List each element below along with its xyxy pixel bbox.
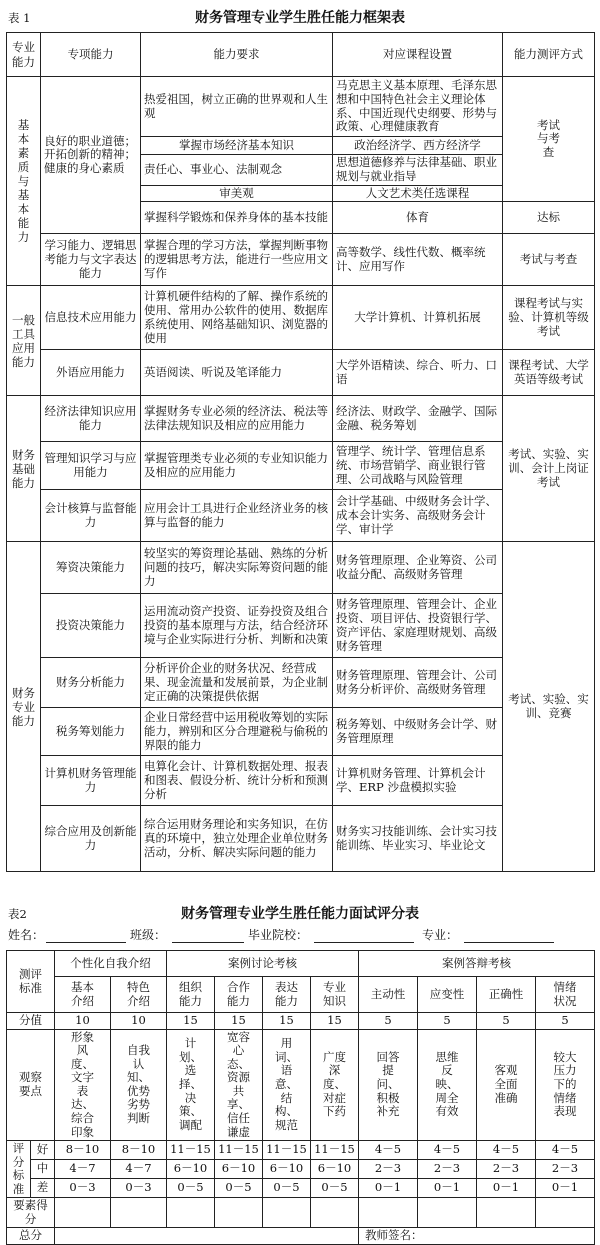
course-cell: 体育	[333, 202, 503, 234]
req-cell: 计算机硬件结构的了解、操作系统的使用、常用办公软件的使用、数据库系统使用、网络基础知识、浏览器的使用	[141, 286, 333, 350]
table-row	[7, 286, 595, 350]
course-cell: 政治经济学、西方经济学	[333, 137, 503, 155]
score-value: 15	[215, 1013, 263, 1030]
score-label: 分值	[7, 1013, 55, 1030]
eval-cell: 课程考试、大学英语等级考试	[503, 350, 595, 396]
score-value: 15	[311, 1013, 359, 1030]
grade-poor: 差	[31, 1179, 55, 1198]
skill-cell: 会计核算与监督能力	[41, 490, 141, 542]
poor-value: 0－1	[418, 1179, 477, 1198]
good-value: 11－15	[263, 1141, 311, 1160]
group-tool: 一般工具应用能力	[7, 286, 41, 396]
course-cell: 财务实习技能训练、会计实习技能训练、毕业实习、毕业论文	[333, 806, 503, 872]
table1-header-row	[7, 33, 595, 77]
good-value: 4－5	[359, 1141, 418, 1160]
mid-value: 2－3	[536, 1160, 595, 1179]
sub-header: 合作能力	[215, 977, 263, 1013]
table2-score-row	[7, 1013, 595, 1030]
skill-cell: 外语应用能力	[41, 350, 141, 396]
skill-cell: 税务筹划能力	[41, 708, 141, 756]
sub-header: 专业知识	[311, 977, 359, 1013]
score-value: 10	[55, 1013, 111, 1030]
course-cell: 经济法、财政学、金融学、国际金融、税务筹划	[333, 396, 503, 442]
header-major-ability: 专业能力	[7, 33, 41, 77]
course-cell: 大学计算机、计算机拓展	[333, 286, 503, 350]
element-score-cell[interactable]	[418, 1198, 477, 1228]
table-row	[7, 77, 595, 137]
course-cell: 管理学、统计学、管理信息系统、市场营销学、商业银行管理、公司战略与风险管理	[333, 442, 503, 490]
course-cell: 思想道德修养与法律基础、职业规划与就业指导	[333, 155, 503, 186]
obs-cell: 计划、选择、决策、调配	[167, 1029, 215, 1141]
poor-value: 0－1	[477, 1179, 536, 1198]
req-cell: 掌握科学锻炼和保养身体的基本技能	[141, 202, 333, 234]
element-score-cell[interactable]	[111, 1198, 167, 1228]
poor-value: 0－5	[167, 1179, 215, 1198]
table-row	[7, 396, 595, 442]
obs-cell: 广度深度、对症下药	[311, 1029, 359, 1141]
element-score-label: 要素得分	[7, 1198, 55, 1228]
good-value: 4－5	[418, 1141, 477, 1160]
element-score-cell[interactable]	[359, 1198, 418, 1228]
req-cell: 责任心、事业心、法制观念	[141, 155, 333, 186]
obs-cell: 思维反映、周全有效	[418, 1029, 477, 1141]
header-requirement: 能力要求	[141, 33, 333, 77]
skill-moral: 良好的职业道德；开拓创新的精神；健康的身心素质	[41, 77, 141, 234]
table2-poor-row	[7, 1179, 595, 1198]
course-cell: 会计学基础、中级财务会计学、成本会计实务、高级财务会计学、审计学	[333, 490, 503, 542]
table2-obs-row	[7, 1029, 595, 1141]
score-value: 5	[477, 1013, 536, 1030]
name-label: 姓名：	[8, 928, 45, 942]
mid-value: 2－3	[477, 1160, 536, 1179]
good-value: 11－15	[311, 1141, 359, 1160]
table2-element-row	[7, 1198, 595, 1228]
group-finance-basic: 财务基础能力	[7, 396, 41, 542]
good-value: 4－5	[536, 1141, 595, 1160]
teacher-signature-cell[interactable]	[359, 1228, 595, 1245]
course-cell: 马克思主义基本原理、毛泽东思想和中国特色社会主义理论体系、中国近现代史纲要、形势与政策、心理健康教育	[333, 77, 503, 137]
obs-cell: 宽容心态、资源共享、信任谦虚	[215, 1029, 263, 1141]
good-value: 4－5	[477, 1141, 536, 1160]
table2-mid-row	[7, 1160, 595, 1179]
major-blank[interactable]	[464, 942, 554, 943]
skill-cell: 财务分析能力	[41, 658, 141, 708]
score-value: 10	[111, 1013, 167, 1030]
element-score-cell[interactable]	[477, 1198, 536, 1228]
header-evaluation: 能力测评方式	[503, 33, 595, 77]
course-cell: 高等数学、线性代数、概率统计、应用写作	[333, 234, 503, 286]
grade-good: 好	[31, 1141, 55, 1160]
score-value: 15	[167, 1013, 215, 1030]
class-blank[interactable]	[172, 942, 244, 943]
mid-value: 6－10	[215, 1160, 263, 1179]
req-cell: 运用流动资产投资、证券投资及组合投资的基本原理与方法，结合经济环境与企业实际进行分析、判断和决策	[141, 594, 333, 658]
good-value: 11－15	[167, 1141, 215, 1160]
score-value: 15	[263, 1013, 311, 1030]
sub-header: 基本介绍	[55, 977, 111, 1013]
score-value: 5	[359, 1013, 418, 1030]
good-value: 11－15	[215, 1141, 263, 1160]
skill-cell: 信息技术应用能力	[41, 286, 141, 350]
sub-header: 主动性	[359, 977, 418, 1013]
course-cell: 计算机财务管理、计算机会计学、ERP 沙盘模拟实验	[333, 756, 503, 806]
poor-value: 0－5	[311, 1179, 359, 1198]
good-value: 8－10	[111, 1141, 167, 1160]
total-score-cell[interactable]	[55, 1228, 359, 1245]
table-row	[7, 234, 595, 286]
eval-cell: 达标	[503, 202, 595, 234]
course-cell: 财务管理原理、企业筹资、公司收益分配、高级财务管理	[333, 542, 503, 594]
section-case: 案例讨论考核	[167, 951, 359, 977]
obs-label: 观察要点	[7, 1029, 55, 1141]
table2-total-row	[7, 1228, 595, 1245]
eval-cell: 考试与考查	[503, 77, 595, 202]
major-label: 专业：	[422, 928, 459, 942]
skill-cell: 学习能力、逻辑思考能力与文字表达能力	[41, 234, 141, 286]
course-cell: 财务管理原理、管理会计、公司财务分析评价、高级财务管理	[333, 658, 503, 708]
req-cell: 掌握财务专业必须的经济法、税法等法律法规知识及相应的应用能力	[141, 396, 333, 442]
group-basic: 基本素质与基本能力	[7, 77, 41, 286]
score-value: 5	[536, 1013, 595, 1030]
table2-title: 财务管理专业学生胜任能力面试评分表	[181, 906, 419, 922]
course-cell: 大学外语精读、综合、听力、口语	[333, 350, 503, 396]
table-row	[7, 350, 595, 396]
req-cell: 审美观	[141, 185, 333, 202]
skill-cell: 管理知识学习与应用能力	[41, 442, 141, 490]
mid-value: 6－10	[263, 1160, 311, 1179]
table2-sub-row	[7, 977, 595, 1013]
grade-mid: 中	[31, 1160, 55, 1179]
obs-cell: 用词、语意、结构、规范	[263, 1029, 311, 1141]
eval-cell: 考试、实验、实训、会计上岗证考试	[503, 396, 595, 542]
eval-cell: 考试、实验、实训、竞赛	[503, 542, 595, 872]
poor-value: 0－5	[215, 1179, 263, 1198]
skill-cell: 筹资决策能力	[41, 542, 141, 594]
course-cell: 人文艺术类任选课程	[333, 185, 503, 202]
total-label: 总分	[7, 1228, 55, 1245]
obs-cell: 较大压力下的情绪表现	[536, 1029, 595, 1141]
criteria-label: 测评标准	[7, 951, 55, 1013]
mid-value: 4－7	[55, 1160, 111, 1179]
poor-value: 0－5	[263, 1179, 311, 1198]
poor-value: 0－3	[111, 1179, 167, 1198]
req-cell: 掌握管理类专业必须的专业知识能力及相应的应用能力	[141, 442, 333, 490]
interview-score-table	[6, 950, 595, 1245]
req-cell: 掌握合理的学习方法，掌握判断事物的逻辑思考方法，能进行一些应用文写作	[141, 234, 333, 286]
req-cell: 分析评价企业的财务状况、经营成果、现金流量和发展前景，为企业制定正确的决策提供依据	[141, 658, 333, 708]
req-cell: 应用会计工具进行企业经济业务的核算与监督的能力	[141, 490, 333, 542]
score-value: 5	[418, 1013, 477, 1030]
poor-value: 0－1	[359, 1179, 418, 1198]
req-cell: 较坚实的筹资理论基础、熟练的分析问题的技巧，解决实际筹资问题的能力	[141, 542, 333, 594]
name-blank[interactable]	[46, 942, 126, 943]
section-debate: 案例答辩考核	[359, 951, 595, 977]
skill-cell: 综合应用及创新能力	[41, 806, 141, 872]
grade-label: 评分标准	[7, 1141, 31, 1198]
mid-value: 6－10	[311, 1160, 359, 1179]
mid-value: 2－3	[359, 1160, 418, 1179]
table1-caption: 表 1	[8, 11, 31, 25]
req-cell: 企业日常经营中运用税收筹划的实际能力，辨别和区分合理避税与偷税的界限的能力	[141, 708, 333, 756]
mid-value: 4－7	[111, 1160, 167, 1179]
req-cell: 综合运用财务理论和实务知识，在仿真的环境中，独立处理企业单位财务活动，分析、解决实际问题的能力	[141, 806, 333, 872]
eval-cell: 考试与考查	[503, 234, 595, 286]
req-cell: 掌握市场经济基本知识	[141, 137, 333, 155]
skill-cell: 经济法律知识应用能力	[41, 396, 141, 442]
table-row	[7, 542, 595, 594]
sub-header: 特色介绍	[111, 977, 167, 1013]
req-cell: 热爱祖国，树立正确的世界观和人生观	[141, 77, 333, 137]
group-finance-pro: 财务专业能力	[7, 542, 41, 872]
element-score-cell[interactable]	[215, 1198, 263, 1228]
mid-value: 2－3	[418, 1160, 477, 1179]
obs-cell: 回答提问、积极补充	[359, 1029, 418, 1141]
school-label: 毕业院校：	[248, 928, 309, 942]
req-cell: 英语阅读、听说及笔译能力	[141, 350, 333, 396]
header-course: 对应课程设置	[333, 33, 503, 77]
sub-header: 正确性	[477, 977, 536, 1013]
section-intro: 个性化自我介绍	[55, 951, 167, 977]
candidate-info-line	[8, 928, 598, 946]
skill-cell: 投资决策能力	[41, 594, 141, 658]
sub-header: 表达能力	[263, 977, 311, 1013]
table1-title: 财务管理专业学生胜任能力框架表	[195, 10, 405, 26]
element-score-cell[interactable]	[167, 1198, 215, 1228]
req-cell: 电算化会计、计算机数据处理、报表和图表、假设分析、统计分析和预测分析	[141, 756, 333, 806]
competency-framework-table	[6, 32, 595, 872]
course-cell: 税务筹划、中级财务会计学、财务管理原理	[333, 708, 503, 756]
mid-value: 6－10	[167, 1160, 215, 1179]
element-score-cell[interactable]	[311, 1198, 359, 1228]
course-cell: 财务管理原理、管理会计、企业投资、项目评估、投资银行学、资产评估、家庭理财规划、高级财务管理	[333, 594, 503, 658]
element-score-cell[interactable]	[536, 1198, 595, 1228]
element-score-cell[interactable]	[263, 1198, 311, 1228]
school-blank[interactable]	[314, 942, 414, 943]
teacher-signature-label: 教师签名：	[365, 1228, 423, 1243]
obs-cell: 自我认知、优势劣势判断	[111, 1029, 167, 1141]
sub-header: 组织能力	[167, 977, 215, 1013]
good-value: 8－10	[55, 1141, 111, 1160]
class-label: 班级：	[130, 928, 167, 942]
eval-cell: 课程考试与实验、计算机等级考试	[503, 286, 595, 350]
header-special-ability: 专项能力	[41, 33, 141, 77]
table2-good-row	[7, 1141, 595, 1160]
table2-caption: 表2	[8, 907, 27, 921]
poor-value: 0－3	[55, 1179, 111, 1198]
obs-cell: 形象风度、文字表达、综合印象	[55, 1029, 111, 1141]
element-score-cell[interactable]	[55, 1198, 111, 1228]
poor-value: 0－1	[536, 1179, 595, 1198]
obs-cell: 客观全面准确	[477, 1029, 536, 1141]
table2-section-row	[7, 951, 595, 977]
sub-header: 应变性	[418, 977, 477, 1013]
skill-cell: 计算机财务管理能力	[41, 756, 141, 806]
sub-header: 情绪状况	[536, 977, 595, 1013]
